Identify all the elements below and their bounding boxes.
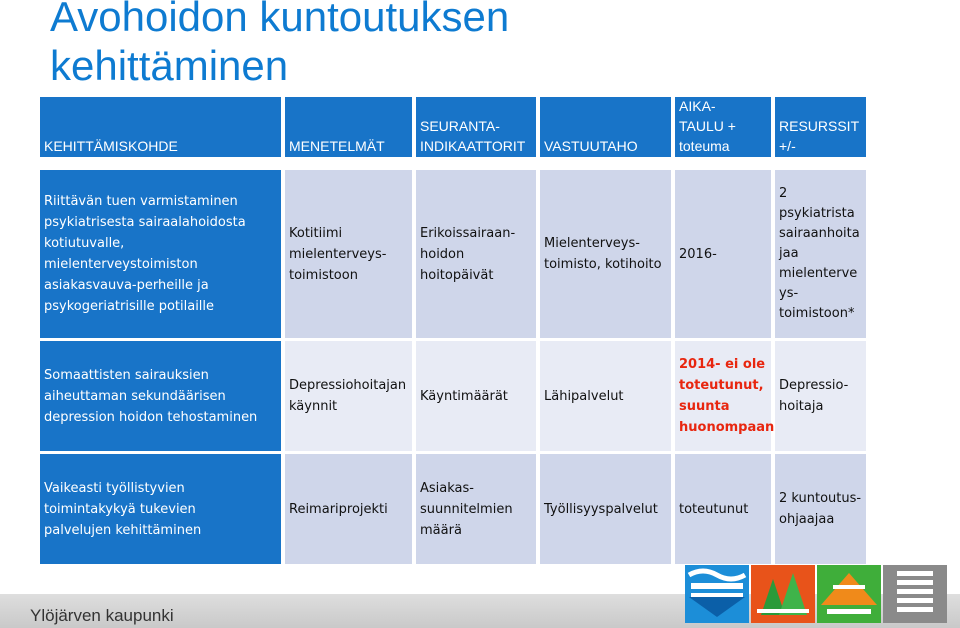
line: toimintakykyä tukevien: [44, 501, 196, 517]
line: aiheuttaman sekundäärisen: [44, 388, 226, 404]
water-emblem-icon: [685, 565, 749, 623]
line: Somaattisten sairauksien: [44, 367, 209, 383]
line: mielenterveystoimiston: [44, 257, 198, 272]
line: psykogeriatrisille potilaille: [44, 299, 215, 314]
line: hoitopäivät: [420, 267, 494, 283]
table-row-1-target-cell: [40, 170, 281, 338]
line: depression hoidon tehostaminen: [44, 409, 258, 425]
line: +/-: [779, 138, 796, 154]
line: sairaanhoita: [779, 226, 860, 241]
line: mielenterveys-: [289, 246, 387, 262]
line: Riittävän tuen varmistaminen: [44, 194, 238, 209]
line: ys-: [779, 286, 799, 301]
line: ohjaajaa: [779, 512, 835, 527]
line: Depressiohoitajan: [289, 378, 407, 393]
column-header-target: [40, 97, 281, 157]
header-label: VASTUUTAHO: [544, 138, 638, 154]
column-header-indicators: [416, 97, 536, 157]
line: Vaikeasti työllistyvien: [44, 480, 185, 496]
line: Reimariprojekti: [289, 501, 388, 517]
table-row-3-method-cell: [285, 454, 412, 564]
table-row-3-responsible-cell: [540, 454, 671, 564]
line: TAULU +: [679, 118, 736, 134]
table-row-3-schedule-cell: [675, 454, 771, 564]
line: Erikoissairaan-: [420, 225, 516, 241]
line: hoidon: [420, 246, 465, 262]
line: Työllisyyspalvelut: [544, 501, 658, 517]
table-row-2-responsible-cell: [540, 341, 671, 451]
line: hoitaja: [779, 399, 824, 414]
line: toimistoon: [289, 267, 358, 283]
header-label: MENETELMÄT: [289, 138, 385, 154]
line: toteuma: [679, 138, 730, 154]
table-row-1-indicators-cell: [416, 170, 536, 338]
line: määrä: [420, 522, 462, 538]
table-row-1-resources-cell: [775, 170, 866, 338]
column-header-resources: [775, 97, 866, 157]
line: toimistoon*: [779, 306, 855, 321]
line: 2 kuntoutus-: [779, 491, 862, 506]
column-header-schedule: [675, 97, 771, 157]
line: SEURANTA-: [420, 118, 500, 134]
line: 2: [779, 186, 788, 201]
line: INDIKAATTORIT: [420, 138, 526, 154]
line: mielenterve: [779, 266, 858, 281]
line: kotiutuvalle,: [44, 236, 125, 251]
table-row-1-schedule-cell: [675, 170, 771, 338]
table-row-2-resources-cell: [775, 341, 866, 451]
line: AIKA-: [679, 98, 716, 114]
table-row-2-schedule-cell: [675, 341, 775, 451]
forest-emblem-icon: [751, 565, 815, 623]
line: jaa: [779, 246, 799, 261]
page-title: [50, 0, 690, 90]
line: RESURSSIT: [779, 118, 860, 134]
line: toteutunut: [679, 501, 749, 517]
table-row-3-target-cell: [40, 454, 281, 564]
line: Asiakas-: [420, 480, 474, 496]
line: suunnitelmien: [420, 501, 513, 517]
footer-city-name: Ylöjärven kaupunki: [30, 606, 174, 625]
building-emblem-icon: [883, 565, 947, 623]
line: Lähipalvelut: [544, 388, 624, 404]
nature-emblem-icon: [817, 565, 881, 623]
line: psykiatrisesta sairaalahoidosta: [44, 215, 246, 230]
column-header-responsible: [540, 97, 671, 157]
line: toteutunut,: [679, 378, 764, 393]
title-line-1: Avohoidon kuntoutuksen: [50, 0, 510, 40]
line: suunta: [679, 399, 730, 414]
line: Käyntimäärät: [420, 388, 508, 404]
line: Mielenterveys-: [544, 236, 640, 251]
table-row-3-indicators-cell: [416, 454, 536, 564]
line: toimisto, kotihoito: [544, 257, 662, 272]
line: Depressio-: [779, 378, 849, 393]
title-line-2: kehittäminen: [50, 42, 289, 89]
line: asiakasvauva-perheille ja: [44, 278, 209, 293]
line: käynnit: [289, 399, 338, 414]
line: palvelujen kehittäminen: [44, 522, 202, 538]
line: 2014- ei ole: [679, 357, 766, 372]
header-label: KEHITTÄMISKOHDE: [44, 138, 178, 154]
table-row-1-responsible-cell: [540, 170, 671, 338]
line: psykiatrista: [779, 206, 855, 221]
table-row-2-target-cell: [40, 341, 281, 451]
table-row-2-method-cell: [285, 341, 412, 451]
line: 2016-: [679, 246, 717, 262]
table-row-2-indicators-cell: [416, 341, 536, 451]
line: huonompaan: [679, 420, 775, 435]
table-row-1-method-cell: [285, 170, 412, 338]
column-header-method: [285, 97, 412, 157]
line: Kotitiimi: [289, 225, 343, 241]
table-row-3-resources-cell: [775, 454, 866, 564]
